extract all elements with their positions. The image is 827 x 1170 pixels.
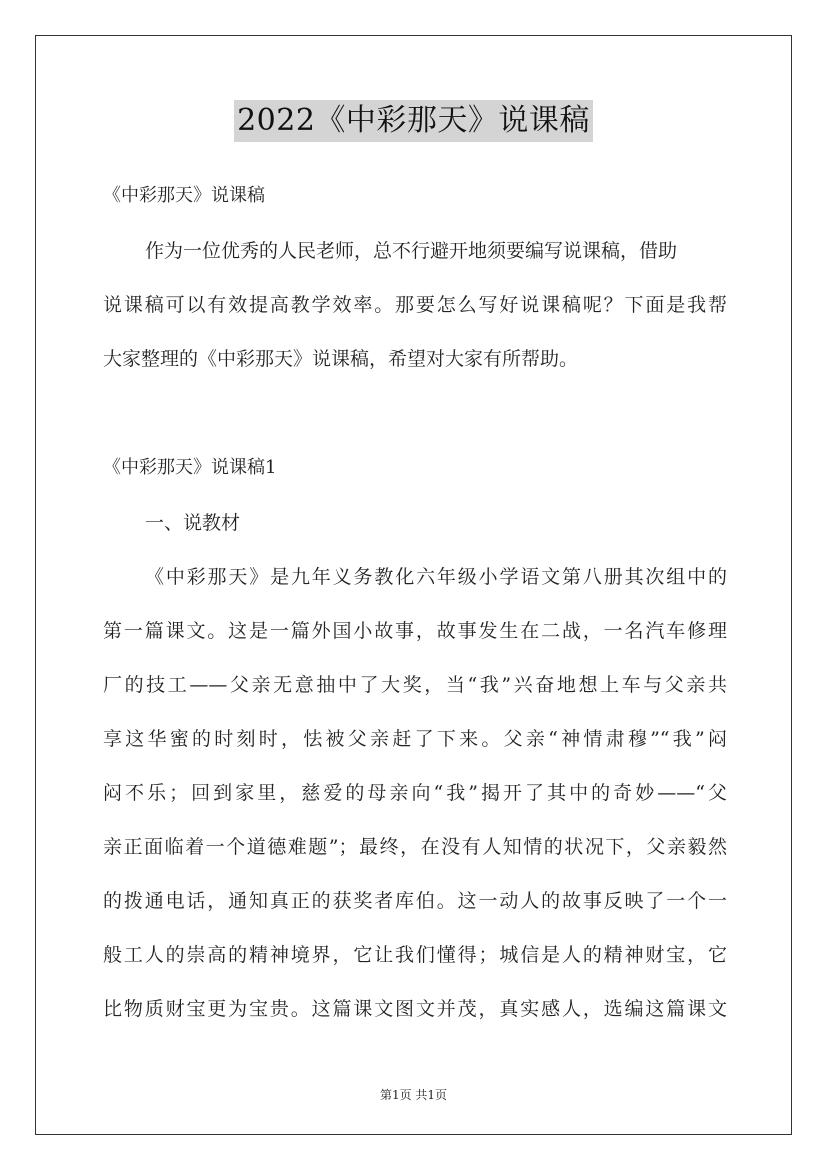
body-line-2: 第一篇课文。这是一篇外国小故事，故事发生在二战，一名汽车修理 bbox=[103, 620, 727, 642]
body-line-8: 般工人的崇高的精神境界，它让我们懂得；城信是人的精神财宝，它 bbox=[103, 944, 727, 966]
title-wrapper bbox=[0, 100, 827, 142]
section-1-heading: 一、说教材 bbox=[145, 512, 241, 534]
intro-line-1: 作为一位优秀的人民老师，总不行避开地须要编写说课稿，借助 bbox=[145, 240, 678, 262]
page-footer: 第1页 共1页 bbox=[379, 1088, 448, 1102]
body-line-6: 亲正面临着一个道德难题”；最终，在没有人知情的状况下，父亲毅然 bbox=[103, 836, 727, 858]
intro-line-2: 说课稿可以有效提高教学效率。那要怎么写好说课稿呢？下面是我帮 bbox=[103, 294, 727, 316]
intro-line-3: 大家整理的《中彩那天》说课稿，希望对大家有所帮助。 bbox=[103, 348, 579, 370]
body-line-1: 《中彩那天》是九年义务教化六年级小学语文第八册其次组中的 bbox=[145, 566, 727, 588]
body-line-4: 享这华蜜的时刻时，怯被父亲赶了下来。父亲“神情肃穆”“我”闷 bbox=[103, 728, 727, 750]
document-subtitle: 《中彩那天》说课稿 bbox=[103, 185, 265, 206]
document-title: 2022《中彩那天》说课稿 bbox=[234, 100, 593, 142]
section-1-title: 《中彩那天》说课稿1 bbox=[103, 457, 277, 478]
body-line-5: 闷不乐；回到家里，慈爱的母亲向“我”揭开了其中的奇妙——“父 bbox=[103, 782, 727, 804]
body-line-7: 的拨通电话，通知真正的获奖者库伯。这一动人的故事反映了一个一 bbox=[103, 890, 727, 912]
body-line-9: 比物质财宝更为宝贵。这篇课文图文并茂，真实感人，选编这篇课文 bbox=[103, 998, 727, 1020]
body-line-3: 厂的技工——父亲无意抽中了大奖，当“我”兴奋地想上车与父亲共 bbox=[103, 674, 727, 696]
